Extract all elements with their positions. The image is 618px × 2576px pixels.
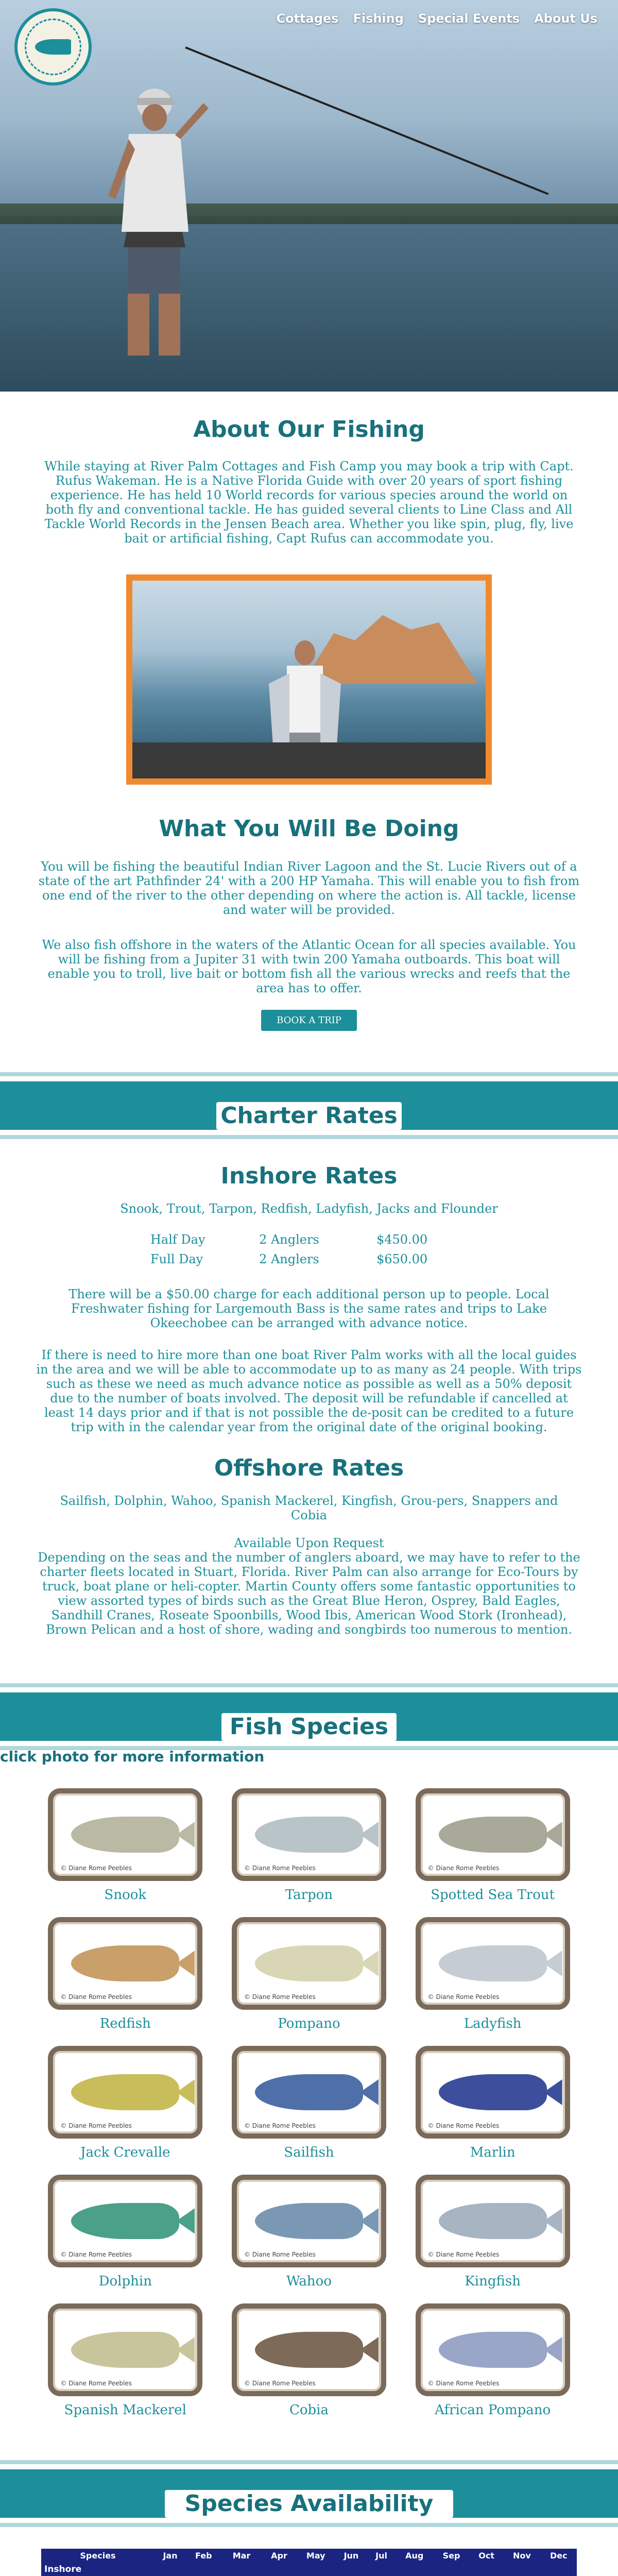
rate-trip: Half Day bbox=[150, 1232, 205, 1247]
fish-photo[interactable] bbox=[48, 2175, 202, 2267]
fish-card[interactable] bbox=[225, 2046, 393, 2160]
photo-boat bbox=[132, 742, 486, 778]
fish-name[interactable]: Sailfish bbox=[284, 2145, 334, 2160]
fish-photo-credit: © Diane Rome Peebles bbox=[60, 2251, 132, 2258]
fish-photo-credit: © Diane Rome Peebles bbox=[244, 2251, 316, 2258]
fish-name[interactable]: Redfish bbox=[99, 2016, 151, 2031]
fish-photo[interactable] bbox=[416, 1917, 570, 2010]
doing-title: What You Will Be Doing bbox=[159, 816, 459, 842]
fish-photo-credit: © Diane Rome Peebles bbox=[244, 1993, 316, 2001]
fish-name[interactable]: Spanish Mackerel bbox=[64, 2402, 186, 2418]
book-trip-button[interactable]: BOOK A TRIP bbox=[261, 1010, 357, 1031]
site-logo[interactable] bbox=[14, 8, 92, 86]
about-title: About Our Fishing bbox=[193, 416, 425, 443]
month-column-header: Feb bbox=[186, 2549, 221, 2563]
species-availability-title: Species Availability bbox=[165, 2490, 453, 2518]
fish-card[interactable] bbox=[408, 2046, 577, 2160]
captain-photo bbox=[126, 574, 492, 785]
fish-illustration-icon bbox=[71, 2332, 179, 2368]
fish-card[interactable] bbox=[408, 1917, 577, 2031]
month-column-header: Dec bbox=[541, 2549, 577, 2563]
fish-photo-credit: © Diane Rome Peebles bbox=[427, 1865, 500, 1872]
species-availability-band bbox=[0, 2449, 618, 2536]
inshore-title: Inshore Rates bbox=[220, 1163, 398, 1189]
rate-anglers: 2 Anglers bbox=[259, 1252, 319, 1266]
offshore-request: Available Upon Request bbox=[234, 1536, 384, 1550]
fish-illustration-icon bbox=[439, 1817, 547, 1853]
top-navigation bbox=[276, 11, 597, 26]
fish-illustration-icon bbox=[439, 2074, 547, 2110]
fish-card[interactable] bbox=[41, 2175, 210, 2289]
logo-ring bbox=[25, 19, 81, 75]
offshore-species: Sailfish, Dolphin, Wahoo, Spanish Mackerel, Kingfish, Grou-pers, Snappers and Cobia bbox=[60, 1494, 558, 1522]
fish-name[interactable]: Kingfish bbox=[465, 2274, 521, 2289]
about-text: While staying at River Palm Cottages and Fish Camp you may book a trip with Capt. Rufus Wakeman. He is a Native Florida Guide with over 20 years of sport fishing experience. He has held 10 World records for various species around the world on both fly and conventional tackle. He has guided several clients to Line Class and All Tackle World Records in the Jensen Beach area. Whether you like spin, plug, fly, live bait or artificial fishing, Capt Rufus can accommodate you. bbox=[44, 459, 574, 546]
fishing-rod-graphic bbox=[185, 46, 548, 195]
hero-water bbox=[0, 216, 618, 392]
fish-photo[interactable] bbox=[232, 2046, 386, 2139]
fish-name[interactable]: Snook bbox=[104, 1887, 147, 1903]
fish-name[interactable]: Tarpon bbox=[285, 1887, 333, 1903]
fish-card[interactable] bbox=[41, 2046, 210, 2160]
month-column-header: Jan bbox=[154, 2549, 186, 2563]
inshore-availability-table bbox=[41, 2549, 577, 2576]
offshore-paragraph: Depending on the seas and the number of anglers aboard, we may have to refer to the charter fleets located in Stuart, Florida. River Palm can also arrange for Eco-Tours by truck, boat plane or heli-copter. Martin County offers some fantastic opportunities to view assorted types of birds such as the Great Blue Heron, Osprey, Bald Eagles, Sandhill Cranes, Roseate Spoonbills, Wood Ibis, American Wood Stork (Ironhead), Brown Pelican and a host of shore, wading and songbirds too numerous to mention. bbox=[38, 1550, 580, 1637]
fish-name[interactable]: Wahoo bbox=[286, 2274, 332, 2289]
fish-photo-credit: © Diane Rome Peebles bbox=[60, 2122, 132, 2129]
fish-card[interactable] bbox=[225, 2303, 393, 2418]
fish-photo-credit: © Diane Rome Peebles bbox=[60, 1993, 132, 2001]
fish-photo-credit: © Diane Rome Peebles bbox=[244, 2380, 316, 2387]
fish-illustration-icon bbox=[71, 2203, 179, 2239]
fish-illustration-icon bbox=[71, 2074, 179, 2110]
fish-photo-credit: © Diane Rome Peebles bbox=[244, 2122, 316, 2129]
doing-section bbox=[0, 785, 618, 1031]
fish-card[interactable] bbox=[225, 1788, 393, 1903]
fish-name[interactable]: Cobia bbox=[289, 2402, 329, 2418]
month-column-header: Mar bbox=[221, 2549, 262, 2563]
fish-name[interactable]: Ladyfish bbox=[464, 2016, 522, 2031]
fish-grid bbox=[41, 1788, 577, 2418]
fish-photo-credit: © Diane Rome Peebles bbox=[60, 1865, 132, 1872]
rate-price: $450.00 bbox=[376, 1232, 428, 1247]
month-column-header: Apr bbox=[262, 2549, 296, 2563]
fish-name[interactable]: Dolphin bbox=[98, 2274, 152, 2289]
fish-photo[interactable] bbox=[48, 1788, 202, 1881]
fish-card[interactable] bbox=[41, 1917, 210, 2031]
nav-link-about-us[interactable]: About Us bbox=[534, 11, 597, 26]
availability-group-label: Inshore bbox=[41, 2563, 577, 2576]
doing-paragraph-1: You will be fishing the beautiful Indian River Lagoon and the St. Lucie Rivers out of a state of the art Pathfinder 24' with a 200 HP Yamaha. This will enable you to fish from one end of the river to the other depending on where the action is. All tackle, license and water will be provided. bbox=[38, 859, 580, 917]
fish-card[interactable] bbox=[408, 2303, 577, 2418]
fish-photo[interactable] bbox=[232, 1917, 386, 2010]
fish-card[interactable] bbox=[408, 2175, 577, 2289]
fish-name[interactable]: Spotted Sea Trout bbox=[431, 1887, 555, 1903]
nav-link-cottages[interactable]: Cottages bbox=[276, 11, 339, 26]
fish-card[interactable] bbox=[225, 1917, 393, 2031]
fish-illustration-icon bbox=[71, 1945, 179, 1981]
month-column-header: Jun bbox=[335, 2549, 367, 2563]
fish-illustration-icon bbox=[439, 2203, 547, 2239]
fish-photo-credit: © Diane Rome Peebles bbox=[244, 1865, 316, 1872]
fish-illustration-icon bbox=[255, 2332, 363, 2368]
nav-link-special-events[interactable]: Special Events bbox=[418, 11, 520, 26]
fish-illustration-icon bbox=[255, 2074, 363, 2110]
month-column-header: Jul bbox=[367, 2549, 396, 2563]
fish-photo-credit: © Diane Rome Peebles bbox=[427, 1993, 500, 2001]
fish-illustration-icon bbox=[439, 1945, 547, 1981]
availability-table-wrap bbox=[41, 2549, 577, 2576]
availability-header-row bbox=[41, 2549, 577, 2563]
species-column-header: Species bbox=[41, 2549, 154, 2563]
fish-card[interactable] bbox=[41, 2303, 210, 2418]
nav-link-fishing[interactable]: Fishing bbox=[353, 11, 404, 26]
rate-row bbox=[145, 1230, 473, 1249]
offshore-section bbox=[0, 1434, 618, 1637]
charter-rates-title: Charter Rates bbox=[216, 1102, 402, 1130]
fish-photo[interactable] bbox=[232, 1788, 386, 1881]
fish-photo[interactable] bbox=[416, 2303, 570, 2396]
month-column-header: Oct bbox=[470, 2549, 503, 2563]
fish-name[interactable]: Marlin bbox=[470, 2145, 516, 2160]
fish-card[interactable] bbox=[408, 1788, 577, 1903]
fish-species-title: Fish Species bbox=[221, 1713, 397, 1741]
fish-species-subtitle: click photo for more information bbox=[0, 1748, 265, 1765]
hero-treeline bbox=[0, 204, 618, 224]
doing-paragraph-2: We also fish offshore in the waters of the Atlantic Ocean for all species available. You will be fishing from a Jupiter 31 with twin 200 Yamaha outboards. This boat will enable you to troll, live bait or bottom fish all the various wrecks and reefs that the area has to offer. bbox=[42, 938, 576, 995]
fish-photo[interactable] bbox=[416, 1788, 570, 1881]
fish-photo[interactable] bbox=[48, 1917, 202, 2010]
fish-illustration-icon bbox=[71, 1817, 179, 1853]
month-column-header: Sep bbox=[433, 2549, 470, 2563]
rate-row bbox=[145, 1250, 473, 1268]
inshore-section bbox=[0, 1148, 618, 1434]
fish-photo[interactable] bbox=[48, 2046, 202, 2139]
offshore-title: Offshore Rates bbox=[214, 1455, 404, 1481]
fish-illustration-icon bbox=[255, 1945, 363, 1981]
availability-group-row bbox=[41, 2563, 577, 2576]
fish-photo[interactable] bbox=[416, 2046, 570, 2139]
fish-name[interactable]: Pompano bbox=[278, 2016, 340, 2031]
hero-banner bbox=[0, 0, 618, 392]
fish-photo-credit: © Diane Rome Peebles bbox=[60, 2380, 132, 2387]
inshore-rate-table bbox=[144, 1229, 474, 1269]
month-column-header: Aug bbox=[396, 2549, 433, 2563]
fish-photo[interactable] bbox=[232, 2303, 386, 2396]
fish-photo[interactable] bbox=[416, 2175, 570, 2267]
angler-figure bbox=[98, 77, 211, 366]
rate-anglers: 2 Anglers bbox=[259, 1232, 319, 1247]
fish-photo[interactable] bbox=[232, 2175, 386, 2267]
fish-illustration-icon bbox=[255, 2203, 363, 2239]
fish-species-band bbox=[0, 1672, 618, 1775]
logo-fish-icon bbox=[35, 39, 71, 55]
month-column-header: May bbox=[297, 2549, 335, 2563]
fish-card[interactable] bbox=[41, 1788, 210, 1903]
fish-illustration-icon bbox=[255, 1817, 363, 1853]
rate-trip: Full Day bbox=[150, 1252, 203, 1266]
charter-rates-band bbox=[0, 1061, 618, 1148]
about-section bbox=[0, 392, 618, 785]
fish-photo-credit: © Diane Rome Peebles bbox=[427, 2251, 500, 2258]
fish-photo[interactable] bbox=[48, 2303, 202, 2396]
captain-photo-image bbox=[132, 581, 486, 778]
fish-name[interactable]: African Pompano bbox=[435, 2402, 551, 2418]
fish-photo-credit: © Diane Rome Peebles bbox=[427, 2380, 500, 2387]
fish-photo-credit: © Diane Rome Peebles bbox=[427, 2122, 500, 2129]
fish-illustration-icon bbox=[439, 2332, 547, 2368]
rate-price: $650.00 bbox=[376, 1252, 428, 1266]
fish-name[interactable]: Jack Crevalle bbox=[80, 2145, 170, 2160]
fish-card[interactable] bbox=[225, 2175, 393, 2289]
inshore-paragraph-1: There will be a $50.00 charge for each additional person up to people. Local Freshwater fishing for Largemouth Bass is the same rates and trips to Lake Okeechobee can be arranged with advance notice. bbox=[68, 1287, 550, 1330]
inshore-paragraph-2: If there is need to hire more than one boat River Palm works with all the local guides in the area and we will be able to accommodate up to as many as 24 people. With trips such as these we need as much advance notice as possible as well as a 50% deposit due to the number of boats involved. The deposit will be refundable if cancelled at least 14 days prior and if that is not possible the de-posit can be credited to a future trip with in the calendar year from the original date of the original booking. bbox=[36, 1348, 582, 1434]
month-column-header: Nov bbox=[503, 2549, 540, 2563]
inshore-species: Snook, Trout, Tarpon, Redfish, Ladyfish, Jacks and Flounder bbox=[120, 1201, 498, 1216]
